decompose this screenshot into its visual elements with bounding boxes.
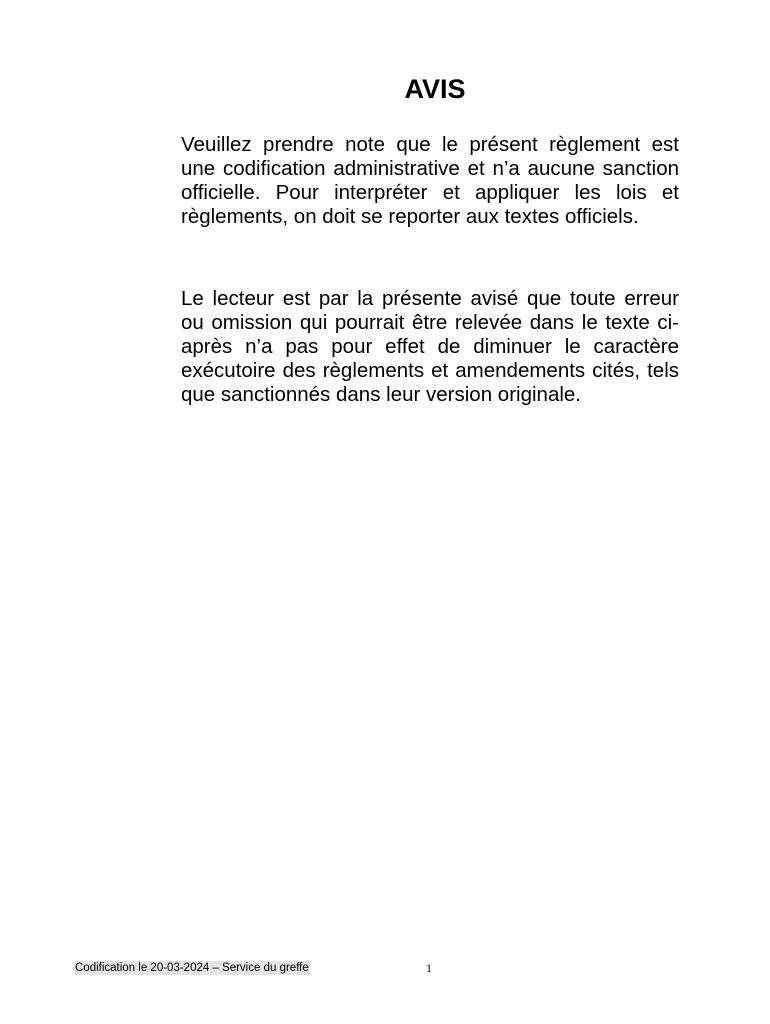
- notice-title: AVIS: [404, 74, 466, 104]
- page-footer: [74, 961, 474, 977]
- codification-label: Codification le 20-03-2024 – Service du greffe: [75, 962, 309, 974]
- page-number: 1: [426, 961, 432, 975]
- notice-paragraph-1: Veuillez prendre note que le présent règlement est une codification administrative et n’a aucune sanction officielle. Pour interpréter et appliquer les lois et règlements, on doit se reporter aux textes officiels.: [181, 133, 679, 228]
- notice-paragraph-2: Le lecteur est par la présente avisé que toute erreur ou omission qui pourrait être relevée dans le texte ci-après n’a pas pour effet de diminuer le caractère exécutoire des règlements et amendements cités, tels que sanctionnés dans leur version originale.: [181, 287, 679, 406]
